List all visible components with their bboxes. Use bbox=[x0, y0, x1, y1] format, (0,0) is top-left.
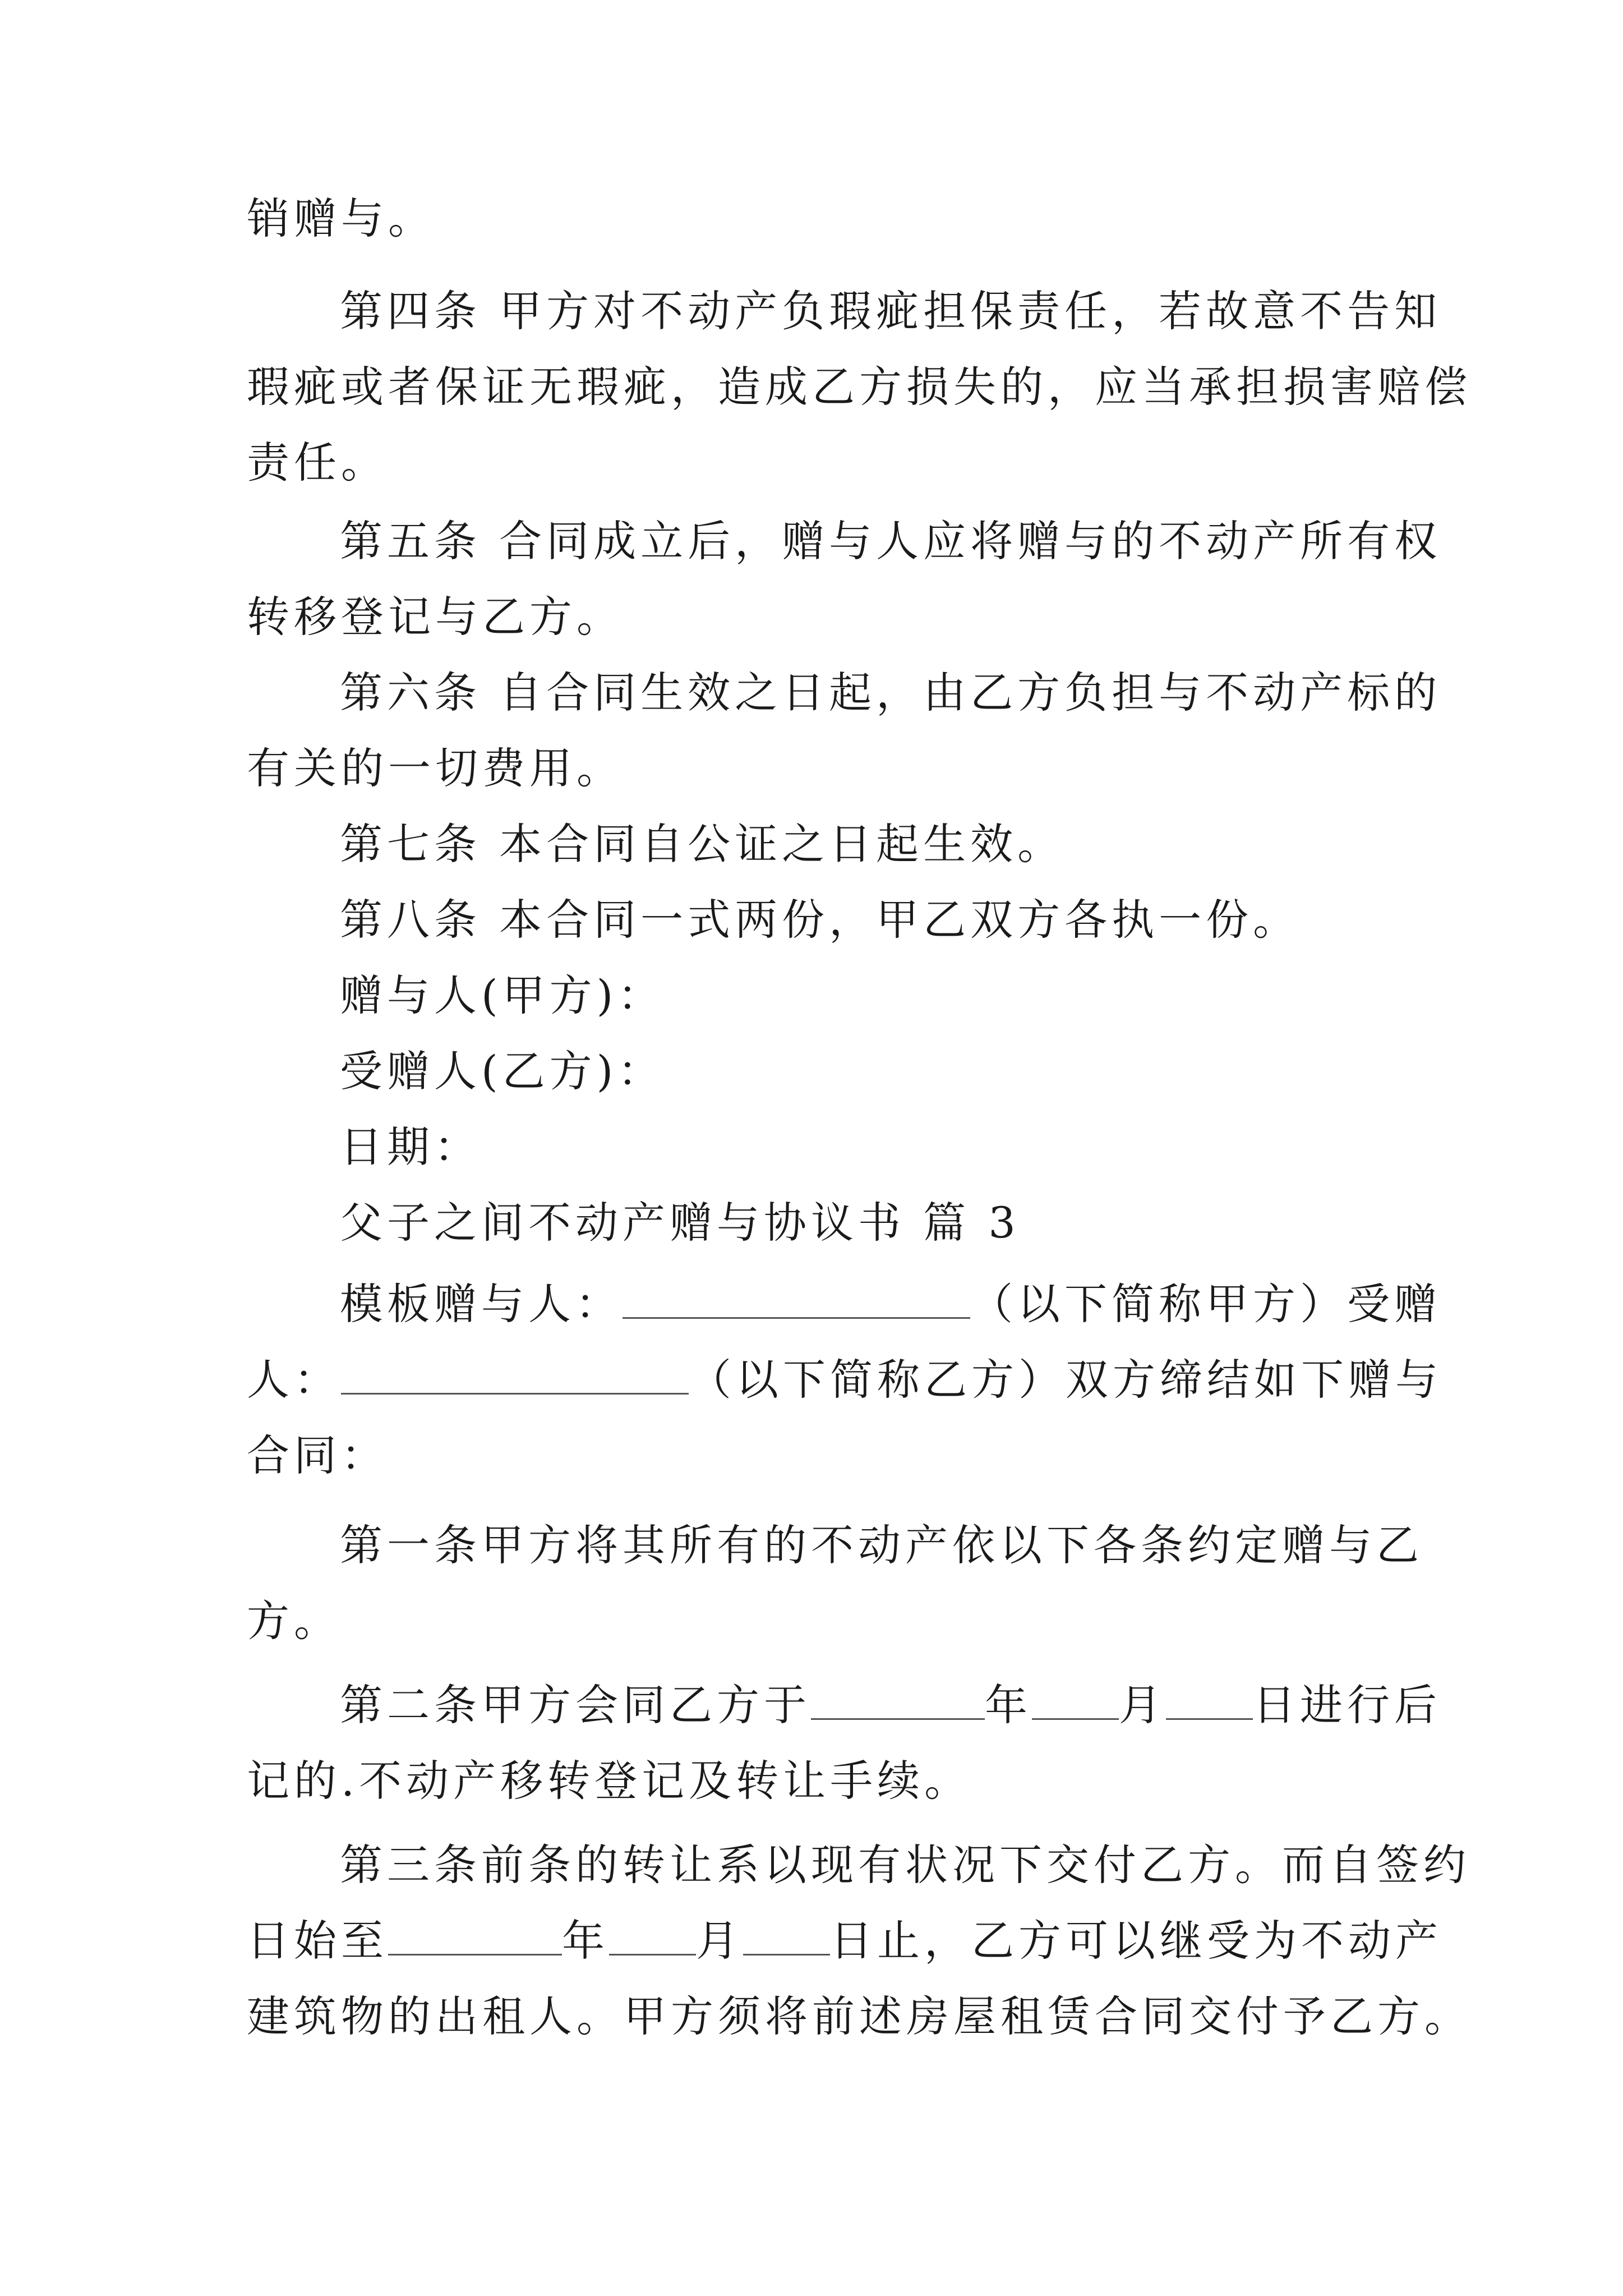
text-fragment: （以下简称甲方）受赠 bbox=[970, 1279, 1441, 1329]
donor-line bbox=[340, 1276, 1441, 1332]
text-fragment: 年 bbox=[985, 1680, 1032, 1730]
text-line: 建筑物的出租人。甲方须将前述房屋租赁合同交付予乙方。 bbox=[247, 1991, 1472, 2041]
clause-6: 第六条 自合同生效之日起，由乙方负担与不动产标的 bbox=[340, 668, 1442, 717]
clause-4: 第四条 甲方对不动产负瑕疵担保责任，若故意不告知 bbox=[340, 286, 1442, 336]
clause-8: 第八条 本合同一式两份，甲乙双方各执一份。 bbox=[340, 895, 1301, 945]
text-fragment: （以下简称乙方）双方缔结如下赠与 bbox=[689, 1355, 1442, 1405]
text-line: 有关的一切费用。 bbox=[247, 743, 624, 793]
donee-name-blank bbox=[341, 1356, 689, 1395]
day-blank bbox=[1166, 1681, 1253, 1720]
donor-name-blank bbox=[623, 1280, 970, 1319]
section-title: 父子之间不动产赠与协议书 篇 3 bbox=[340, 1198, 1020, 1248]
day-blank bbox=[743, 1917, 830, 1955]
text-fragment: 人： bbox=[247, 1355, 341, 1405]
article-1: 第一条甲方将其所有的不动产依以下各条约定赠与乙 bbox=[340, 1520, 1423, 1570]
donee-signature-label: 受赠人(乙方)： bbox=[340, 1046, 665, 1096]
article-3: 第三条前条的转让系以现有状况下交付乙方。而自签约 bbox=[340, 1840, 1470, 1890]
date-label: 日期： bbox=[340, 1122, 481, 1172]
text-fragment: 月 bbox=[696, 1916, 743, 1966]
text-fragment: 第二条甲方会同乙方于 bbox=[340, 1680, 811, 1730]
text-fragment: 年 bbox=[562, 1916, 609, 1966]
clause-5: 第五条 合同成立后，赠与人应将赠与的不动产所有权 bbox=[340, 516, 1442, 566]
month-blank bbox=[1032, 1681, 1119, 1720]
text-fragment: 日止，乙方可以继受为不动产 bbox=[830, 1916, 1442, 1966]
article-3-dates bbox=[247, 1913, 1442, 1969]
text-line: 记的.不动产移转登记及转让手续。 bbox=[247, 1756, 972, 1806]
text-line: 销赠与。 bbox=[247, 194, 435, 243]
clause-7: 第七条 本合同自公证之日起生效。 bbox=[340, 819, 1065, 869]
year-blank bbox=[811, 1681, 985, 1720]
text-line: 转移登记与乙方。 bbox=[247, 592, 624, 642]
text-fragment: 月 bbox=[1119, 1680, 1166, 1730]
text-fragment: 模板赠与人： bbox=[340, 1279, 623, 1329]
year-blank bbox=[388, 1917, 562, 1955]
donee-line bbox=[247, 1352, 1442, 1408]
donor-signature-label: 赠与人(甲方)： bbox=[340, 970, 665, 1020]
article-2 bbox=[340, 1677, 1441, 1733]
month-blank bbox=[609, 1917, 696, 1955]
text-fragment: 日进行后 bbox=[1253, 1680, 1441, 1730]
text-line: 合同： bbox=[247, 1430, 388, 1480]
text-line: 方。 bbox=[247, 1596, 341, 1646]
text-line: 责任。 bbox=[247, 438, 388, 487]
text-line: 瑕疵或者保证无瑕疵，造成乙方损失的，应当承担损害赔偿 bbox=[247, 362, 1472, 412]
text-fragment: 日始至 bbox=[247, 1916, 388, 1966]
